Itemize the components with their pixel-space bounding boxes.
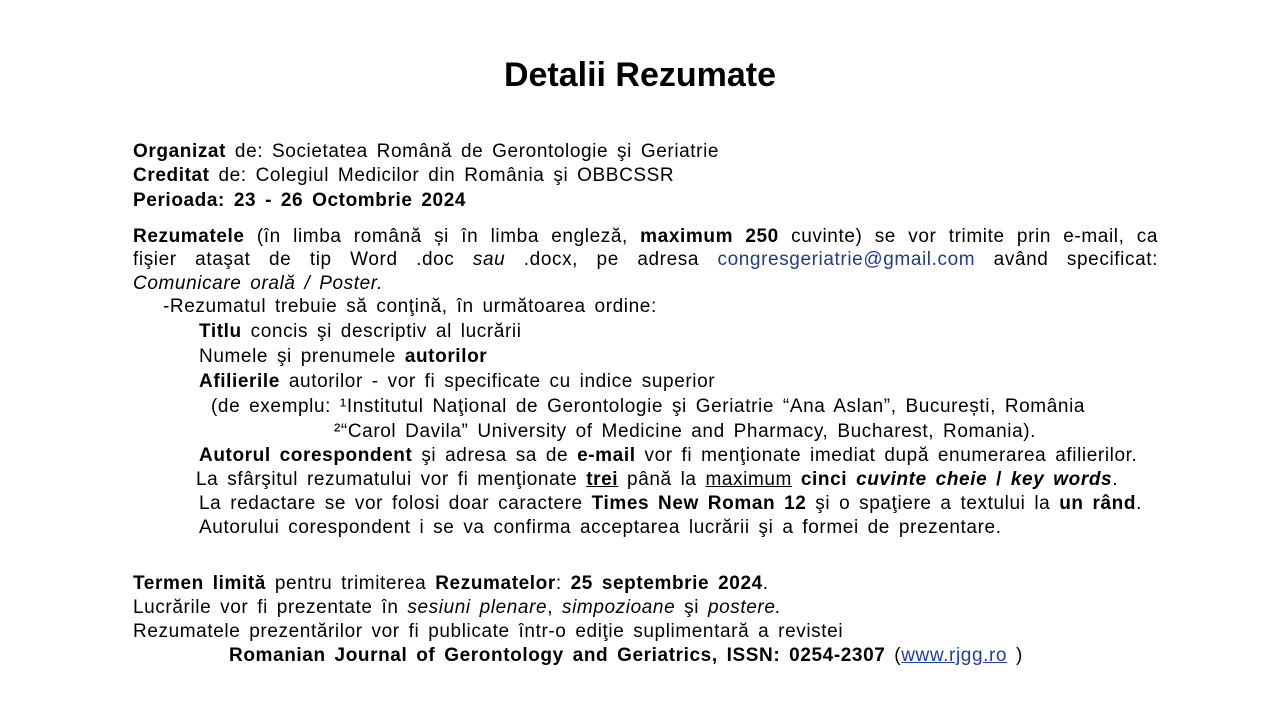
keywords-min: trei <box>586 469 619 490</box>
specify-text: având specificat: <box>975 249 1158 270</box>
abstracts-term: Rezumatele <box>133 226 245 247</box>
structure-item-corresponding <box>199 444 1137 468</box>
structure-item-authors <box>199 345 487 369</box>
keywords-end: . <box>1112 469 1119 490</box>
word-limit: maximum 250 <box>640 226 779 247</box>
structure-intro: -Rezumatul trebuie să conţină, în următoarea ordine: <box>163 296 657 317</box>
presentation-line <box>133 596 781 620</box>
deadline-text: pentru trimiterea <box>265 573 436 594</box>
keywords-max: cinci <box>792 469 857 490</box>
journal-close-paren: ) <box>1007 645 1023 666</box>
format-text: La redactare se vor folosi doar caractere <box>199 493 592 514</box>
deadline-line <box>133 572 769 596</box>
presentation-format-plenary: sesiuni plenare <box>407 597 548 618</box>
title-term: Titlu <box>199 321 242 342</box>
journal-open-paren: ( <box>885 645 902 666</box>
deadline-date: 25 septembrie 2024 <box>570 573 763 594</box>
corresponding-term: Autorul corespondent <box>199 445 413 466</box>
journal-line <box>229 644 1023 668</box>
accreditation-name: de: Colegiul Medicilor din România şi OBBCSSR <box>209 165 675 186</box>
affiliations-desc: autorilor - vor fi specificate cu indice superior <box>279 371 716 392</box>
affiliation-example-1: (de exemplu: ¹Institutul Naţional de Gerontologie şi Geriatrie “Ana Aslan”, București, România <box>211 396 1086 417</box>
presentation-types: Comunicare orală / Poster. <box>133 273 383 294</box>
presentation-format-symposia: simpozioane <box>561 597 676 618</box>
presentation-sep-2: şi <box>675 597 708 618</box>
affiliation-example-2: ²“Carol Davila” University of Medicine and Pharmacy, Bucharest, Romania). <box>334 421 1037 442</box>
file-or: sau <box>472 249 506 270</box>
deadline-end: . <box>762 573 769 594</box>
send-text: cuvinte) se vor trimite prin e-mail, ca <box>778 226 1158 247</box>
authors-desc: Numele şi prenumele <box>199 346 405 367</box>
structure-item-title <box>199 320 522 344</box>
structure-item-affiliations <box>199 370 715 394</box>
submission-line-1 <box>133 225 1158 249</box>
languages-text: (în limba română și în limba engleză, <box>244 226 641 247</box>
deadline-label: Termen limită <box>133 573 266 594</box>
deadline-subject: Rezumatelor <box>435 573 556 594</box>
period-line: Perioada: 23 - 26 Octombrie 2024 <box>133 190 467 211</box>
accreditation-label: Creditat <box>133 165 210 186</box>
affiliations-term: Afilierile <box>199 371 280 392</box>
publication-line: Rezumatele prezentărilor vor fi publicate într-o ediţie suplimentară a revistei <box>133 621 844 642</box>
structure-item-keywords <box>196 468 1118 492</box>
corresponding-rest: vor fi menţionate imediat după enumerarea afilierilor. <box>635 445 1138 466</box>
presentation-format-posters: postere. <box>707 597 782 618</box>
keywords-text: La sfârşitul rezumatului vor fi menţionate <box>196 469 587 490</box>
file-alt-text: .docx, pe adresa <box>505 249 718 270</box>
keywords-en: key words <box>1010 469 1113 490</box>
authors-term: autorilor <box>404 346 488 367</box>
corresponding-mid: şi adresa sa de <box>412 445 578 466</box>
website-link[interactable]: www.rjgg.ro <box>901 645 1008 666</box>
corresponding-email-term: e-mail <box>577 445 636 466</box>
keywords-sep: / <box>987 469 1011 490</box>
keywords-mid: până la <box>618 469 706 490</box>
structure-item-confirmation: Autorului corespondent i se va confirma acceptarea lucrării şi a formei de prezentare. <box>199 517 1002 538</box>
deadline-colon: : <box>555 573 571 594</box>
accreditation-line <box>133 164 674 188</box>
organizer-line <box>133 140 719 164</box>
journal-name: Romanian Journal of Gerontology and Geriatrics, ISSN: 0254-2307 <box>229 645 886 666</box>
organizer-name: de: Societatea Română de Gerontologie şi Geriatrie <box>226 141 720 162</box>
presentation-sep-1: , <box>547 597 562 618</box>
structure-item-format <box>199 492 1142 516</box>
submission-line-2 <box>133 248 1158 272</box>
keywords-max-label: maximum <box>705 469 792 490</box>
organizer-label: Organizat <box>133 141 227 162</box>
format-end: . <box>1136 493 1142 514</box>
title-desc: concis şi descriptiv al lucrării <box>241 321 522 342</box>
presentation-text: Lucrările vor fi prezentate în <box>133 597 408 618</box>
file-type-text: fişier ataşat de tip Word .doc <box>133 249 473 270</box>
email-link[interactable]: congresgeriatrie@gmail.com <box>717 249 976 270</box>
keywords-ro: cuvinte cheie <box>856 469 988 490</box>
format-mid: şi o spaţiere a textului la <box>806 493 1060 514</box>
page-title: Detalii Rezumate <box>503 56 777 94</box>
format-spacing: un rând <box>1059 493 1137 514</box>
format-font: Times New Roman 12 <box>591 493 807 514</box>
